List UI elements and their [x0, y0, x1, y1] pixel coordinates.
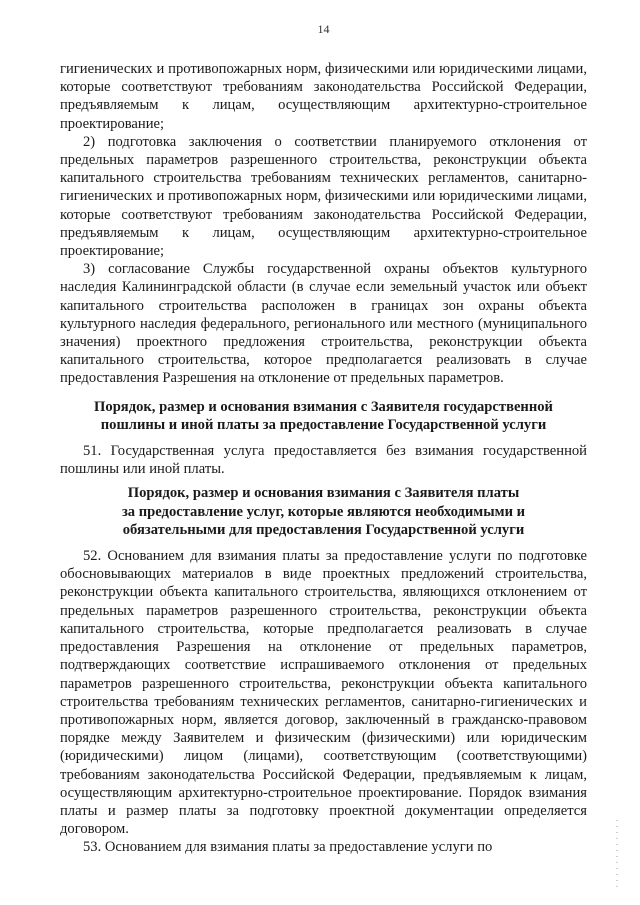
- heading-line: обязательными для предоставления Государственной услуги: [122, 521, 525, 538]
- paragraph-53: 53. Основанием для взимания платы за предоставление услуги по: [83, 839, 493, 856]
- document-body: [60, 60, 587, 856]
- page-number: 14: [317, 22, 330, 36]
- paragraph-item-3: 3) согласование Службы государственной охраны объектов культурного наследия Калининградской области (в случае если земельный участок или объект капитального строительства расположен в границах зон охраны объекта культурного наследия федерального, регионального или местного (муниципального значения) проектного предложения строительства, реконструкции объекта капитального строительства, которое предполагается реализовать в случае предоставления Разрешения на отклонение от предельных параметров.: [60, 261, 587, 387]
- section-heading-service-fee: [60, 484, 587, 539]
- heading-line: Порядок, размер и основания взимания с Заявителя платы: [127, 485, 520, 502]
- scan-artifact: [616, 820, 618, 890]
- heading-line: Порядок, размер и основания взимания с Заявителя государственной: [94, 398, 553, 415]
- document-page: [60, 0, 587, 905]
- heading-line: за предоставление услуг, которые являются необходимыми и: [121, 503, 526, 520]
- paragraph-52: 52. Основанием для взимания платы за предоставление услуги по подготовке обосновывающих материалов в виде проектных предложений строительства, реконструкции объекта капитального строительства, являющихся отклонением от предельных параметров разрешенного строительства, реконструкции объекта капитального строительства, которые предполагается реализовать в случае предоставления Разрешения на отклонение от предельных параметров, подтверждающих соответствие испрашиваемого отклонения от предельных параметров разрешенного строительства, реконструкции объекта капитального строительства требованиям технических регламентов, санитарно-гигиенических и противопожарных норм, является договор, заключенный в гражданско-правовом порядке между Заявителем и физическим (физическими) или юридическим (юридическими) лицом (лицами), соответствующим (соответствующими) требованиям законодательства Российской Федерации, предъявляемым к лицам, осуществляющим архитектурно-строительное проектирование. Порядок взимания платы и размер платы за подготовку проектной документации определяется договором.: [60, 548, 587, 838]
- paragraph-item-2: 2) подготовка заключения о соответствии планируемого отклонения от предельных параметров разрешенного строительства, реконструкции объекта капитального строительства требованиям технических регламентов, санитарно-гигиенических и противопожарных норм, физическими или юридическими лицами, которые соответствуют требованиям законодательства Российской Федерации, предъявляемым к лицам, осуществляющим архитектурно-строительное проектирование;: [60, 133, 587, 260]
- section-heading-state-fee: [60, 398, 587, 434]
- heading-line: пошлины и иной платы за предоставление Государственной услуги: [100, 416, 547, 433]
- paragraph-51: 51. Государственная услуга предоставляется без взимания государственной пошлины или иной платы.: [60, 443, 587, 478]
- paragraph-continuation: гигиенических и противопожарных норм, физическими или юридическими лицами, которые соответствуют требованиям законодательства Российской Федерации, предъявляемым к лицам, осуществляющим архитектурно-строительное проектирование;: [60, 61, 587, 132]
